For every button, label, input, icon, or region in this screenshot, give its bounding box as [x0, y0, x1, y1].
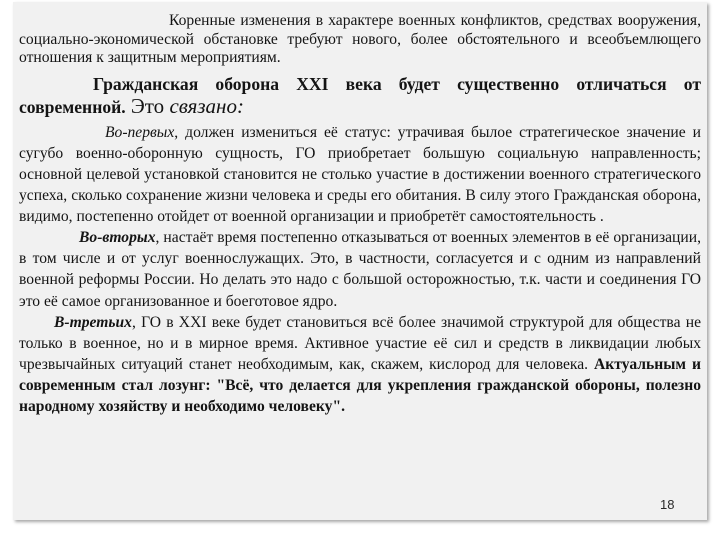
slogan-text: Актуальным и современным стал лозунг: "Всё, что делается для укрепления гражданской обороны, полезно народному хозяйству и необходимо человеку".: [19, 355, 701, 415]
paragraph-third-text: , ГО в XXI веке будет становиться всё более значимой структурой для общества не только в военное, но и в мирное время. Активное участие её сил и средств в ликвидации любых чрезвычайных ситуаций станет необходимым, как, скажем, кислород для человека.: [19, 313, 701, 373]
paragraph-second-lead: Во-вторых: [79, 229, 156, 247]
paragraph-first-text: должен измениться её статус: утрачивая былое стратегическое значение и сугубо военно-оборонную сущность, ГО приобретает большую социальную направленность; основной целевой установкой становится не столько участие в достижении военного стратегического успеха, сколько сохранение жизни человека и среды его обитания. В силу этого Гражданская оборона, видимо, постепенно отойдет от военной организации и приобретёт самостоятельность .: [19, 123, 701, 226]
paragraph-second-text: , настаёт время постепенно отказываться от военных элементов в её организации, в том числе и от услуг военнослужащих. Это, в частности, согласуется и с одним из направлений военной реформы России. Но делать это надо с большой осторожностью, т.к. части и соединения ГО это её самое организованное и боеготовое ядро.: [19, 229, 701, 310]
heading-italic-text-end: связано: [164, 93, 237, 118]
heading-colon: :: [236, 93, 244, 118]
paragraph-third: [19, 312, 701, 417]
paragraph-first: [19, 122, 701, 227]
page-number: 18: [660, 497, 675, 512]
paragraph-first-lead-suffix: ,: [174, 123, 179, 141]
text-box: [13, 2, 707, 520]
paragraph-first-lead: Во-первых: [105, 123, 175, 141]
paragraph-second: [19, 227, 701, 311]
heading-bold-text: Гражданская оборона XXI века будет существенно отличаться от современной.: [19, 73, 701, 117]
intro-paragraph: Коренные изменения в характере военных конфликтов, средствах вооружения, социально-экономической обстановке требуют нового, более обстоятельного и всеобъемлющего отношения к защитным мероприятиям.: [19, 12, 701, 67]
section-heading: [19, 73, 701, 118]
paragraph-third-lead: В-третьих: [54, 313, 132, 331]
heading-italic-text-start: Это: [125, 93, 165, 118]
